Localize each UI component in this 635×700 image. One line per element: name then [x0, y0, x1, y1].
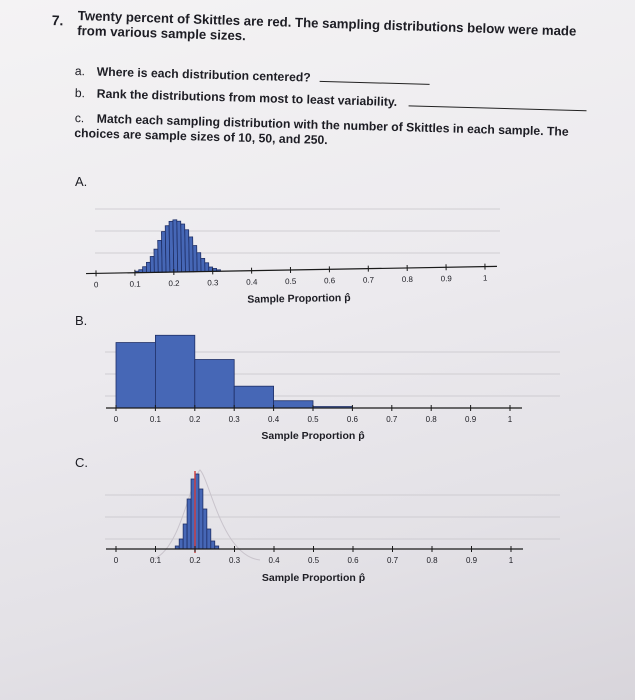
x-tick-label: 0.8 — [401, 274, 414, 285]
histogram-bar — [203, 509, 207, 549]
x-tick-label: 0.4 — [268, 556, 280, 565]
x-tick-label: 0.8 — [426, 556, 438, 565]
x-tick-label: 0.7 — [386, 556, 399, 565]
histogram-bar — [193, 246, 197, 272]
graph-a-label: A. — [75, 174, 88, 189]
histogram-bar — [197, 253, 201, 272]
part-c-text: Match each sampling distribution with the number of Skittles in each sample. The choices are sample sizes of 10, 50, and 250. — [74, 111, 569, 148]
histogram-bar — [199, 489, 203, 549]
x-tick-label: 1 — [507, 415, 513, 424]
x-axis-title: Sample Proportion p̂ — [261, 572, 366, 584]
x-tick-label: 1 — [482, 273, 488, 283]
chart-c — [106, 471, 523, 584]
histogram-bar — [116, 343, 155, 408]
x-axis-title: Sample Proportion p̂ — [261, 430, 365, 442]
question-text: Twenty percent of Skittles are red. The sampling distributions below were made from various sample sizes. — [77, 8, 577, 44]
x-tick-label: 0 — [113, 556, 119, 565]
chart-b — [106, 335, 522, 442]
x-tick-label: 0.9 — [465, 415, 477, 424]
part-a-text: Where is each distribution centered? — [96, 64, 311, 85]
x-tick-label: 0.3 — [207, 278, 219, 288]
x-tick-label: 0.9 — [440, 274, 452, 284]
x-tick-label: 0.6 — [323, 276, 336, 286]
chart-a — [85, 214, 497, 308]
x-tick-label: 0.4 — [268, 415, 280, 424]
x-tick-label: 0.5 — [285, 276, 297, 287]
graph-c-label: C. — [75, 455, 88, 470]
x-tick-label: 0.1 — [149, 415, 161, 424]
part-b-text: Rank the distributions from most to least variability. — [96, 86, 398, 109]
histogram-bar — [155, 335, 194, 408]
histogram-bar — [209, 267, 213, 271]
x-tick-label: 0.4 — [246, 277, 258, 287]
part-a-label: a. — [74, 64, 86, 79]
histogram-bar — [183, 524, 187, 549]
x-tick-label: 0.7 — [362, 275, 375, 285]
histogram-bar — [205, 263, 209, 272]
x-tick-label: 0.1 — [149, 556, 162, 565]
x-tick-label: 0.5 — [307, 556, 320, 565]
x-tick-label: 0 — [113, 415, 119, 424]
x-tick-label: 0.5 — [307, 415, 319, 424]
x-tick-label: 0.3 — [228, 415, 240, 424]
x-tick-label: 0.2 — [189, 556, 201, 565]
histogram-bar — [187, 499, 191, 549]
histogram-bar — [143, 267, 147, 273]
x-tick-label: 0.2 — [168, 278, 180, 289]
x-axis-title: Sample Proportion p̂ — [247, 291, 351, 306]
x-tick-label: 0.6 — [347, 556, 359, 565]
histogram-bar — [211, 541, 215, 549]
histogram-bar — [195, 360, 234, 408]
part-c-label: c. — [74, 111, 85, 126]
x-tick-label: 1 — [508, 556, 514, 565]
histogram-bar — [274, 401, 313, 408]
x-tick-label: 0 — [93, 280, 99, 290]
histogram-bar — [207, 529, 211, 549]
x-tick-label: 0.8 — [425, 415, 437, 424]
graph-b-label: B. — [75, 313, 88, 328]
x-tick-label: 0.9 — [465, 556, 478, 565]
part-b-label: b. — [74, 86, 86, 101]
x-tick-label: 0.6 — [346, 415, 358, 424]
x-tick-label: 0.3 — [228, 556, 241, 565]
histogram-bar — [234, 386, 273, 408]
histogram-bar — [201, 258, 205, 271]
question-number: 7. — [51, 12, 64, 29]
x-tick-label: 0.2 — [189, 415, 201, 424]
x-tick-label: 0.1 — [129, 279, 141, 289]
x-tick-label: 0.7 — [386, 415, 398, 424]
histogram-bar — [146, 262, 150, 272]
histogram-bar — [179, 539, 183, 549]
